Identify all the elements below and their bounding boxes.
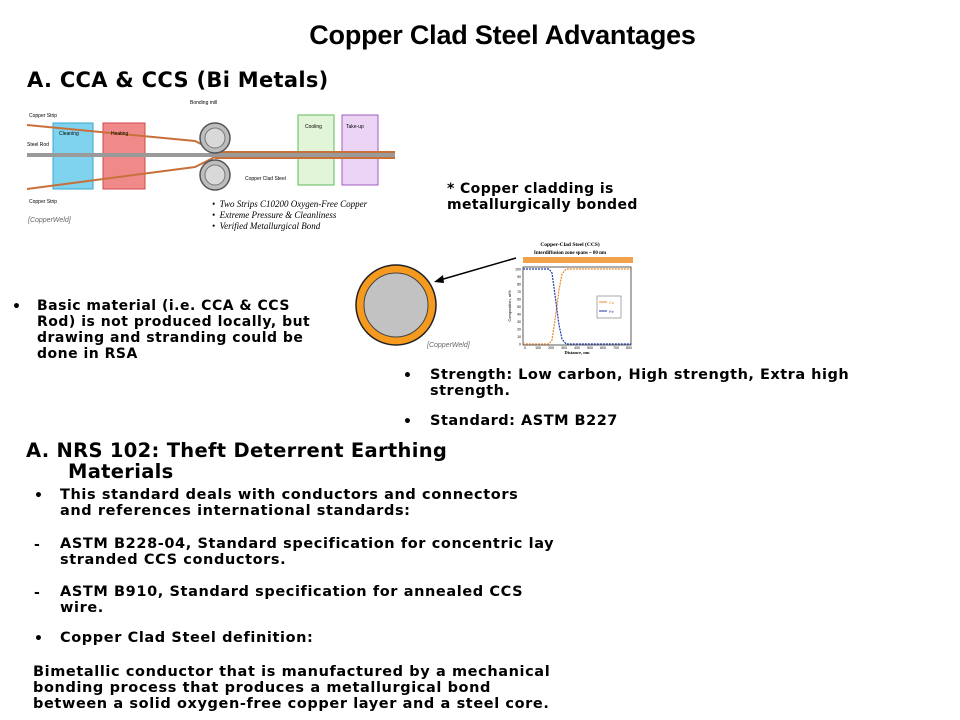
basic-material-line-1: Basic material (i.e. CCA & CCS — [37, 298, 290, 314]
bullet-standard-marker: • — [403, 414, 412, 430]
x-tick-label: 500 — [587, 346, 593, 350]
y-tick-label: 70 — [517, 290, 521, 294]
pointer-arrow — [350, 240, 520, 300]
graph-title: Copper-Clad Steel (CCS) — [540, 242, 600, 248]
cladding-note-line-1: * Copper cladding is — [447, 181, 614, 197]
nrs-item-1 — [60, 487, 518, 519]
label-copper-strip-top: Copper Strip — [29, 113, 58, 119]
label-cooling: Cooling — [305, 124, 322, 130]
arrow-head — [434, 275, 444, 283]
label-takeup: Take-up — [346, 124, 364, 130]
label-steel-rod: Steel Rod — [27, 142, 49, 148]
nrs-item-3-line-1: ASTM B910, Standard specification for annealed CCS — [60, 584, 524, 600]
pointer-arrow-svg — [350, 240, 520, 300]
nrs-item-3 — [60, 584, 523, 616]
x-tick-label: 800 — [626, 346, 632, 350]
basic-material-line-4: done in RSA — [37, 346, 138, 362]
y-tick-label: 10 — [517, 335, 521, 339]
section-heading-nrs102 — [26, 440, 447, 482]
cross-section-credit: [CopperWeld] — [427, 342, 470, 349]
bullet-basic-material-marker: • — [12, 299, 21, 315]
diagram-note-3: • Verified Metallurgical Bond — [212, 221, 321, 231]
nrs-item-1-line-1: This standard deals with conductors and connectors — [60, 487, 519, 503]
legend-fe: Fe — [609, 309, 614, 314]
graph-ylabel: Composition, at% — [507, 290, 512, 322]
x-tick-label: 600 — [600, 346, 606, 350]
diagram-notes — [212, 199, 367, 232]
strength-line-1: Strength: Low carbon, High strength, Extra high — [430, 367, 850, 383]
diagram-note-2-text: Extreme Pressure & Cleanliness — [219, 210, 337, 220]
graph-subtitle: Interdiffusion zone spans ~ 80 nm — [533, 251, 607, 256]
label-cleaning: Cleaning — [59, 131, 79, 137]
bullet-strength-marker: • — [403, 368, 412, 384]
nrs-item-4-line-1: Copper Clad Steel definition: — [60, 630, 314, 646]
diagram-note-3-text: Verified Metallurgical Bond — [219, 221, 321, 231]
y-tick-label: 20 — [517, 327, 521, 332]
label-bonding-mill: Bonding mill — [190, 100, 218, 106]
x-tick-label: 0 — [524, 346, 526, 350]
nrs-item-3-marker: - — [34, 585, 40, 601]
strength-line-2: strength. — [430, 383, 511, 399]
nrs-item-2-line-2: stranded CCS conductors. — [60, 552, 287, 568]
x-tick-label: 200 — [548, 346, 554, 350]
y-tick-label: 80 — [517, 282, 521, 287]
y-tick-label: 40 — [517, 312, 521, 317]
nrs-item-3-line-2: wire. — [60, 600, 104, 616]
y-tick-label: 0 — [519, 342, 521, 347]
nrs-item-2-marker: - — [34, 537, 40, 553]
diagram-note-1-text: Two Strips C10200 Oxygen-Free Copper — [219, 199, 368, 209]
bullet-strength — [430, 367, 849, 399]
bottom-roller-inner — [205, 165, 225, 185]
graph-xlabel: Distance, nm — [564, 350, 590, 355]
legend-cu: Cu — [609, 300, 615, 305]
x-tick-label: 100 — [535, 346, 541, 350]
standard-line-1: Standard: ASTM B227 — [430, 413, 618, 429]
label-copper-clad-steel: Copper Clad Steel — [245, 176, 286, 182]
y-tick-label: 50 — [517, 305, 521, 309]
diagram-credit: [CopperWeld] — [28, 217, 71, 224]
nrs-item-2 — [60, 536, 554, 568]
bullet-basic-material — [37, 298, 310, 362]
cladding-note-line-2: metallurgically bonded — [447, 197, 638, 213]
nrs-item-1-marker: • — [34, 488, 43, 504]
bullet-standard — [430, 413, 618, 429]
nrs-item-4-marker: • — [34, 631, 43, 647]
nrs-item-2-line-1: ASTM B228-04, Standard specification for concentric lay — [60, 536, 555, 552]
top-roller-inner — [205, 128, 225, 148]
y-tick-label: 100 — [515, 267, 521, 272]
diagram-note-2: • Extreme Pressure & Cleanliness — [212, 210, 337, 220]
x-tick-label: 400 — [574, 346, 580, 350]
y-tick-label: 90 — [517, 275, 521, 279]
label-copper-strip-bottom: Copper Strip — [29, 199, 58, 205]
basic-material-line-3: drawing and stranding could be — [37, 330, 304, 346]
definition-line-2: bonding process that produces a metallurgical bond — [33, 680, 492, 696]
section-heading-bimetals: A. CCA & CCS (Bi Metals) — [27, 68, 329, 92]
basic-material-line-2: Rod) is not produced locally, but — [37, 314, 311, 330]
diagram-note-1: • Two Strips C10200 Oxygen-Free Copper — [212, 199, 368, 209]
x-tick-label: 700 — [613, 346, 619, 350]
nrs-item-4 — [60, 630, 313, 646]
cladding-note — [447, 181, 638, 213]
nrs-heading-line-2: Materials — [68, 460, 174, 483]
ccs-definition — [33, 664, 550, 712]
interdiffusion-bar — [523, 257, 633, 263]
y-tick-labels — [515, 268, 521, 347]
x-tick-label: 300 — [561, 346, 567, 350]
label-heating: Heating — [111, 131, 129, 137]
definition-line-1: Bimetallic conductor that is manufactured by a mechanical — [33, 664, 551, 680]
nrs-heading-line-1: A. NRS 102: Theft Deterrent Earthing — [26, 439, 448, 462]
page-title: Copper Clad Steel Advantages — [309, 20, 696, 50]
y-tick-label: 60 — [517, 297, 521, 302]
composition-graph — [505, 240, 635, 355]
y-tick-label: 30 — [517, 320, 521, 324]
nrs-item-1-line-2: and references international standards: — [60, 503, 411, 519]
definition-line-3: between a solid oxygen-free copper layer and a steel core. — [33, 696, 550, 712]
composition-graph-svg — [505, 240, 635, 355]
